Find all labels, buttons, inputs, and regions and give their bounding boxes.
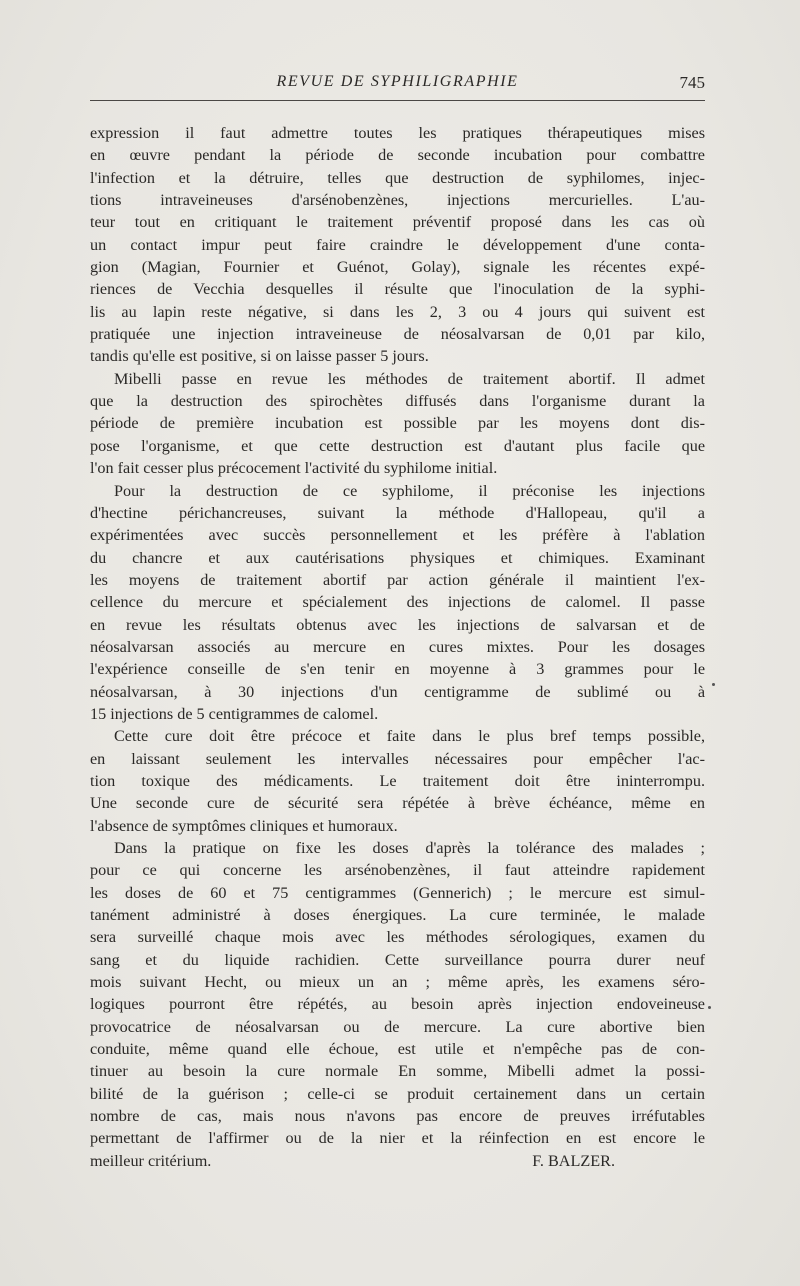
text-line: un contact impur peut faire craindre le développement d'une conta-	[90, 235, 705, 254]
text-line: meilleur critérium.	[90, 1151, 212, 1170]
text-line: Une seconde cure de sécurité sera répétée à brève échéance, même en	[90, 794, 705, 813]
author-signature: F. BALZER.	[532, 1151, 615, 1170]
text-line: riences de Vecchia desquelles il résulte que l'inoculation de la syphi-	[90, 280, 705, 299]
text-line: période de première incubation est possible par les moyens dont dis-	[90, 414, 705, 433]
running-header	[90, 73, 705, 97]
text-line: provocatrice de néosalvarsan ou de mercure. La cure abortive bien	[90, 1017, 705, 1036]
text-line: du chancre et aux cautérisations physiques et chimiques. Examinant	[90, 548, 705, 567]
text-line: l'absence de symptômes cliniques et humoraux.	[90, 816, 398, 835]
text-line: tion toxique des médicaments. Le traitement doit être ininterrompu.	[90, 771, 705, 790]
text-line: néosalvarsan associés au mercure en cures mixtes. Pour les dosages	[90, 637, 705, 656]
body-text	[90, 122, 705, 1172]
text-line: l'on fait cesser plus précocement l'activité du syphilome initial.	[90, 459, 498, 478]
text-line: Dans la pratique on fixe les doses d'après la tolérance des malades ;	[114, 839, 705, 857]
text-line: néosalvarsan, à 30 injections d'un centigramme de sublimé ou à	[90, 682, 705, 701]
text-line: d'hectine périchancreuses, suivant la méthode d'Hallopeau, qu'il a	[90, 503, 705, 522]
text-line: permettant de l'affirmer ou de la nier et la réinfection en est encore le	[90, 1129, 705, 1148]
text-line: que la destruction des spirochètes diffusés dans l'organisme durant la	[90, 392, 705, 411]
ink-speck	[712, 683, 715, 686]
text-line: les doses de 60 et 75 centigrammes (Gennerich) ; le mercure est simul-	[90, 883, 705, 902]
text-line: l'infection et la détruire, telles que destruction de syphilomes, injec-	[90, 168, 705, 187]
page-number: 745	[679, 73, 705, 92]
text-line: expérimentées avec succès personnellement et les préfère à l'ablation	[90, 526, 705, 545]
text-line: tinuer au besoin la cure normale En somme, Mibelli admet la possi-	[90, 1062, 705, 1081]
text-line: sera surveillé chaque mois avec les méthodes sérologiques, examen du	[90, 928, 705, 947]
text-line: lis au lapin reste négative, si dans les 2, 3 ou 4 jours qui suivent est	[90, 302, 705, 321]
text-line: logiques pourront être répétés, au besoin après injection endoveineuse	[90, 995, 705, 1014]
text-line: Cette cure doit être précoce et faite dans le plus bref temps possible,	[114, 727, 705, 746]
text-line: l'expérience conseille de s'en tenir en moyenne à 3 grammes pour le	[90, 660, 705, 679]
text-line: Pour la destruction de ce syphilome, il préconise les injections	[114, 481, 705, 500]
text-line: tions intraveineuses d'arsénobenzènes, injections mercurielles. L'au-	[90, 191, 705, 210]
text-line: expression il faut admettre toutes les pratiques thérapeutiques mises	[90, 124, 705, 142]
text-line: les moyens de traitement abortif par action générale il maintient l'ex-	[90, 570, 705, 589]
text-line: en laissant seulement les intervalles nécessaires pour empêcher l'ac-	[90, 749, 705, 768]
text-line: cellence du mercure et spécialement des injections de calomel. Il passe	[90, 593, 705, 612]
text-line: pour ce qui concerne les arsénobenzènes, il faut atteindre rapidement	[90, 861, 705, 880]
ink-speck	[708, 1006, 711, 1009]
text-line: teur tout en critiquant le traitement préventif proposé dans les cas où	[90, 213, 705, 232]
text-line: en œuvre pendant la période de seconde incubation pour combattre	[90, 146, 705, 165]
text-line: 15 injections de 5 centigrammes de calomel.	[90, 704, 379, 723]
text-line: bilité de la guérison ; celle-ci se produit certainement dans un certain	[90, 1084, 705, 1103]
text-line: tandis qu'elle est positive, si on laisse passer 5 jours.	[90, 347, 429, 366]
text-line: pose l'organisme, et que cette destruction est d'autant plus facile que	[90, 436, 705, 455]
text-line: pratiquée une injection intraveineuse de néosalvarsan de 0,01 par kilo,	[90, 325, 705, 344]
text-line: mois suivant Hecht, ou mieux un an ; même après, les examens séro-	[90, 973, 705, 992]
text-line: tanément administré à doses énergiques. La cure terminée, le malade	[90, 906, 705, 925]
header-rule	[90, 100, 705, 101]
text-line: gion (Magian, Fournier et Guénot, Golay), signale les récentes expé-	[90, 258, 705, 277]
closing-line	[90, 1150, 705, 1172]
text-line: conduite, même quand elle échoue, est utile et n'empêche pas de con-	[90, 1040, 705, 1059]
text-line: nombre de cas, mais nous n'avons pas encore de preuves irréfutables	[90, 1107, 705, 1126]
text-line: sang et du liquide rachidien. Cette surveillance pourra durer neuf	[90, 950, 705, 969]
text-line: Mibelli passe en revue les méthodes de traitement abortif. Il admet	[114, 369, 705, 388]
running-title: REVUE DE SYPHILIGRAPHIE	[276, 73, 519, 90]
text-line: en revue les résultats obtenus avec les injections de salvarsan et de	[90, 615, 705, 634]
